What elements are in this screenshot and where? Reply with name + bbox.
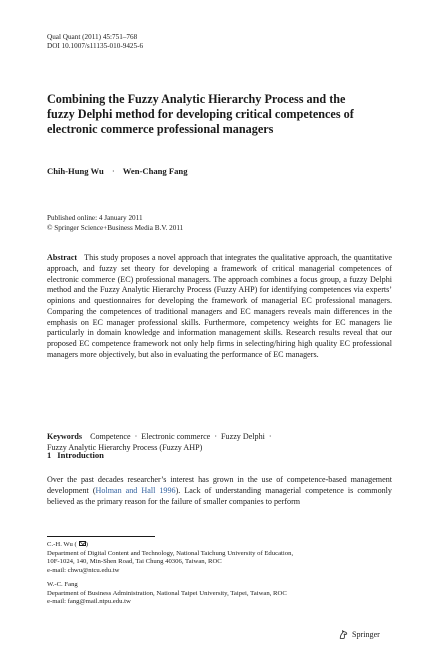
keyword: Competence bbox=[90, 432, 131, 441]
keyword: Electronic commerce bbox=[141, 432, 211, 441]
abstract bbox=[47, 253, 392, 361]
author-name: Chih-Hung Wu bbox=[47, 166, 104, 176]
publication-info bbox=[47, 214, 183, 233]
affiliation-line: 10F-1024, 140, Min-Shen Road, Tai Chung 40306, Taiwan, ROC bbox=[47, 558, 222, 565]
author-separator: · bbox=[111, 166, 115, 176]
section-title: Introduction bbox=[57, 450, 104, 460]
section-number: 1 bbox=[47, 450, 52, 460]
paper-title: Combining the Fuzzy Analytic Hierarchy Process and the fuzzy Delphi method for developing critical competences of electronic commerce professional managers bbox=[47, 92, 354, 136]
envelope-icon bbox=[79, 541, 86, 546]
doi: DOI 10.1007/s11135-010-9425-6 bbox=[47, 42, 144, 51]
affiliation-line: Department of Digital Content and Technology, National Taichung University of Education, bbox=[47, 549, 294, 557]
keyword: Fuzzy Delphi bbox=[221, 432, 265, 441]
footnote-author-name: C.-H. Wu bbox=[47, 541, 73, 548]
affiliation-line: Department of Business Administration, National Taipei University, Taipei, Taiwan, ROC bbox=[47, 589, 287, 597]
keywords-label: Keywords bbox=[47, 432, 83, 441]
footnote-author-name: W.-C. Fang bbox=[47, 581, 78, 588]
section-heading bbox=[47, 450, 104, 460]
keyword-separator: · bbox=[214, 432, 218, 441]
keyword: Fuzzy Analytic Hierarchy Process (Fuzzy AHP) bbox=[47, 442, 203, 452]
publisher-name: Springer bbox=[352, 630, 380, 639]
abstract-label: Abstract bbox=[47, 253, 78, 262]
publisher-logo bbox=[338, 629, 380, 640]
author-affiliation bbox=[47, 581, 293, 607]
published-date: Published online: 4 January 2011 bbox=[47, 214, 143, 222]
footnote-divider bbox=[47, 536, 155, 537]
author-email: e-mail: chwu@ntcu.edu.tw bbox=[47, 566, 120, 574]
journal-header bbox=[47, 33, 143, 52]
citation-link[interactable]: Holman and Hall 1996 bbox=[95, 486, 176, 496]
body-text: ). Lack of understanding managerial competence is commonly believed as the primary reason for the failure of smaller companies to perform bbox=[47, 486, 392, 507]
keyword-separator: · bbox=[268, 432, 272, 441]
author-name: Wen-Chang Fang bbox=[122, 166, 188, 176]
springer-horse-icon bbox=[338, 629, 349, 640]
author-list bbox=[47, 166, 188, 176]
author-affiliation: C.-H. Wu ( ) Department of Digital Content and Technology, National Taichung University of Education, 10F-1024, 140, Min-Shen Road, Tai Chung 40306, Taiwan, ROC e-mail: chwu@ntcu.edu.tw bbox=[47, 541, 294, 574]
keyword-separator: · bbox=[134, 432, 138, 441]
author-email: e-mail: fang@mail.ntpu.edu.tw bbox=[47, 598, 131, 605]
journal-citation: Qual Quant (2011) 45:751–768 bbox=[47, 33, 138, 41]
author-footnotes bbox=[47, 541, 293, 613]
abstract-text: This study proposes a novel approach that integrates the qualitative approach, the quantitative approach, and fuzzy set theory for developing a framework of critical managerial competences of electronic commerce (EC) professional managers. The approach combines a focus group, a fuzzy Delphi method and the Fuzzy Analytic Hierarchy Process (Fuzzy AHP) for identifying competences via experts’ opinions and questionnaires for developing the framework of managerial EC professional managers. Comparing the competences of traditional managers and EC managers reveals main differences in the emphasis on EC manager professional skills. Furthermore, competency weights for EC managers lie particularly in domain knowledge and information management skills. Research results reveal that our proposed EC competence framework not only help firms in selecting/hiring high quality EC professional managers more objectively, but also in evaluating the performance of EC managers. bbox=[47, 253, 392, 359]
body-text: Over the past decades researcher’s interest has grown in the use of competence-based management development ( bbox=[47, 475, 392, 496]
copyright-notice: © Springer Science+Business Media B.V. 2011 bbox=[47, 223, 184, 232]
introduction-paragraph bbox=[47, 474, 392, 507]
